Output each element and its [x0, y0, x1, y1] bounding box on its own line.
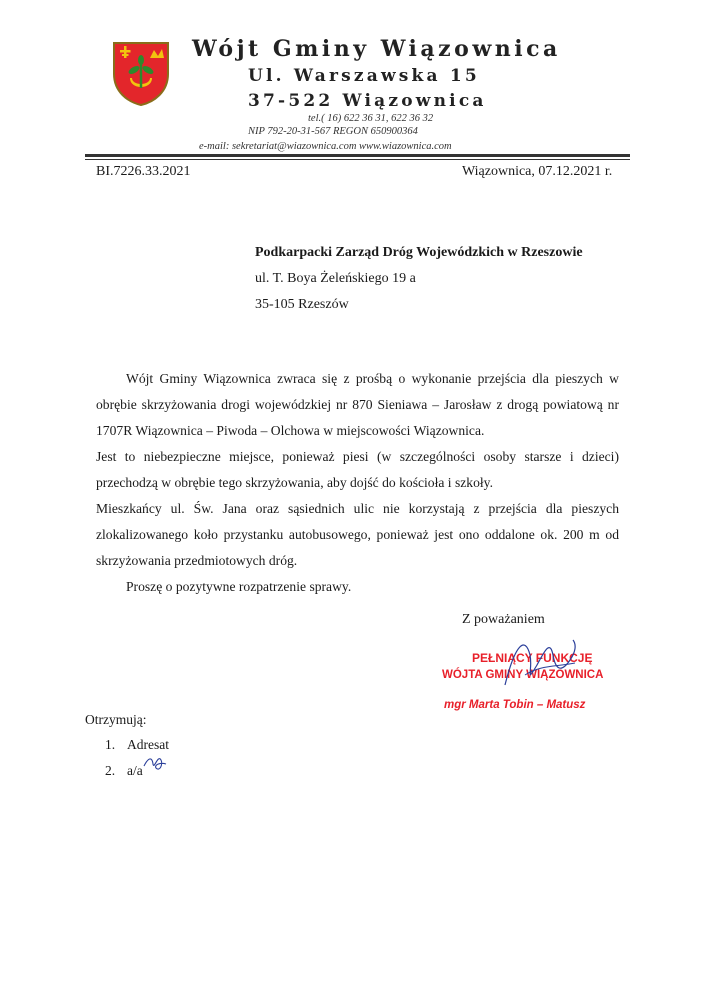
letterhead-city: 37-522 Wiązownica: [248, 91, 487, 111]
body-paragraph: Wójt Gminy Wiązownica zwraca się z prośbą o wykonanie przejścia dla pieszych w obrębie skrzyżowania drogi wojewódzkiej nr 870 Sieniawa – Jarosław z drogą powiatową nr 1707R Wiązownica – Piwoda – Olchowa w miejscowości Wiązownica.: [96, 371, 619, 438]
body-paragraph: Mieszkańcy ul. Św. Jana oraz sąsiednich ulic nie korzystają z przejścia dla pieszych zlokalizowanego koło przystanku autobusowego, ponieważ jest ono oddalone ok. 200 m od skrzyżowania przedmiotowych dróg.: [96, 501, 619, 568]
list-item-number: 1.: [105, 737, 116, 752]
list-item-number: 2.: [105, 763, 116, 778]
body-paragraph: Jest to niebezpieczne miejsce, ponieważ piesi (w szczególności osoby starsze i dzieci) przechodzą w obrębie tego skrzyżowania, aby dojść do kościoła i szkoły.: [96, 449, 619, 490]
place-date: Wiązownica, 07.12.2021 r.: [462, 164, 613, 179]
handwritten-signature: [495, 625, 585, 705]
closing-regards: Z poważaniem: [462, 612, 545, 627]
recipient-city: 35-105 Rzeszów: [255, 297, 349, 312]
header-divider-thin: [85, 159, 630, 160]
letterhead-phone: tel.( 16) 622 36 31, 622 36 32: [308, 113, 434, 124]
coat-of-arms-icon: [110, 40, 172, 106]
list-item-text: Adresat: [127, 737, 169, 752]
handwritten-initials: [142, 752, 168, 774]
stamp-line-3: mgr Marta Tobin – Matusz: [444, 699, 586, 711]
letterhead-title: Wójt Gminy Wiązownica: [192, 36, 561, 62]
stamp-line-2: WÓJTA GMINY WIĄZOWNICA: [442, 669, 604, 681]
recipient-name: Podkarpacki Zarząd Dróg Wojewódzkich w Rzeszowie: [255, 245, 583, 260]
recipient-street: ul. T. Boya Żeleńskiego 19 a: [255, 271, 416, 286]
letterhead-nip-regon: NIP 792-20-31-567 REGON 650900364: [248, 126, 418, 137]
body-paragraph: Proszę o pozytywne rozpatrzenie sprawy.: [126, 579, 352, 594]
letterhead-email-www: e-mail: sekretariat@wiazownica.com www.wiazownica.com: [199, 141, 452, 152]
letter-body: [96, 366, 619, 600]
list-item-text: a/a: [127, 763, 143, 778]
header-divider-thick: [85, 154, 630, 157]
stamp-line-1: PEŁNIĄCY FUNKCJĘ: [472, 651, 593, 665]
copies-label: Otrzymują:: [85, 712, 147, 727]
letterhead-street: Ul. Warszawska 15: [248, 66, 480, 86]
document-reference: BI.7226.33.2021: [96, 164, 191, 179]
